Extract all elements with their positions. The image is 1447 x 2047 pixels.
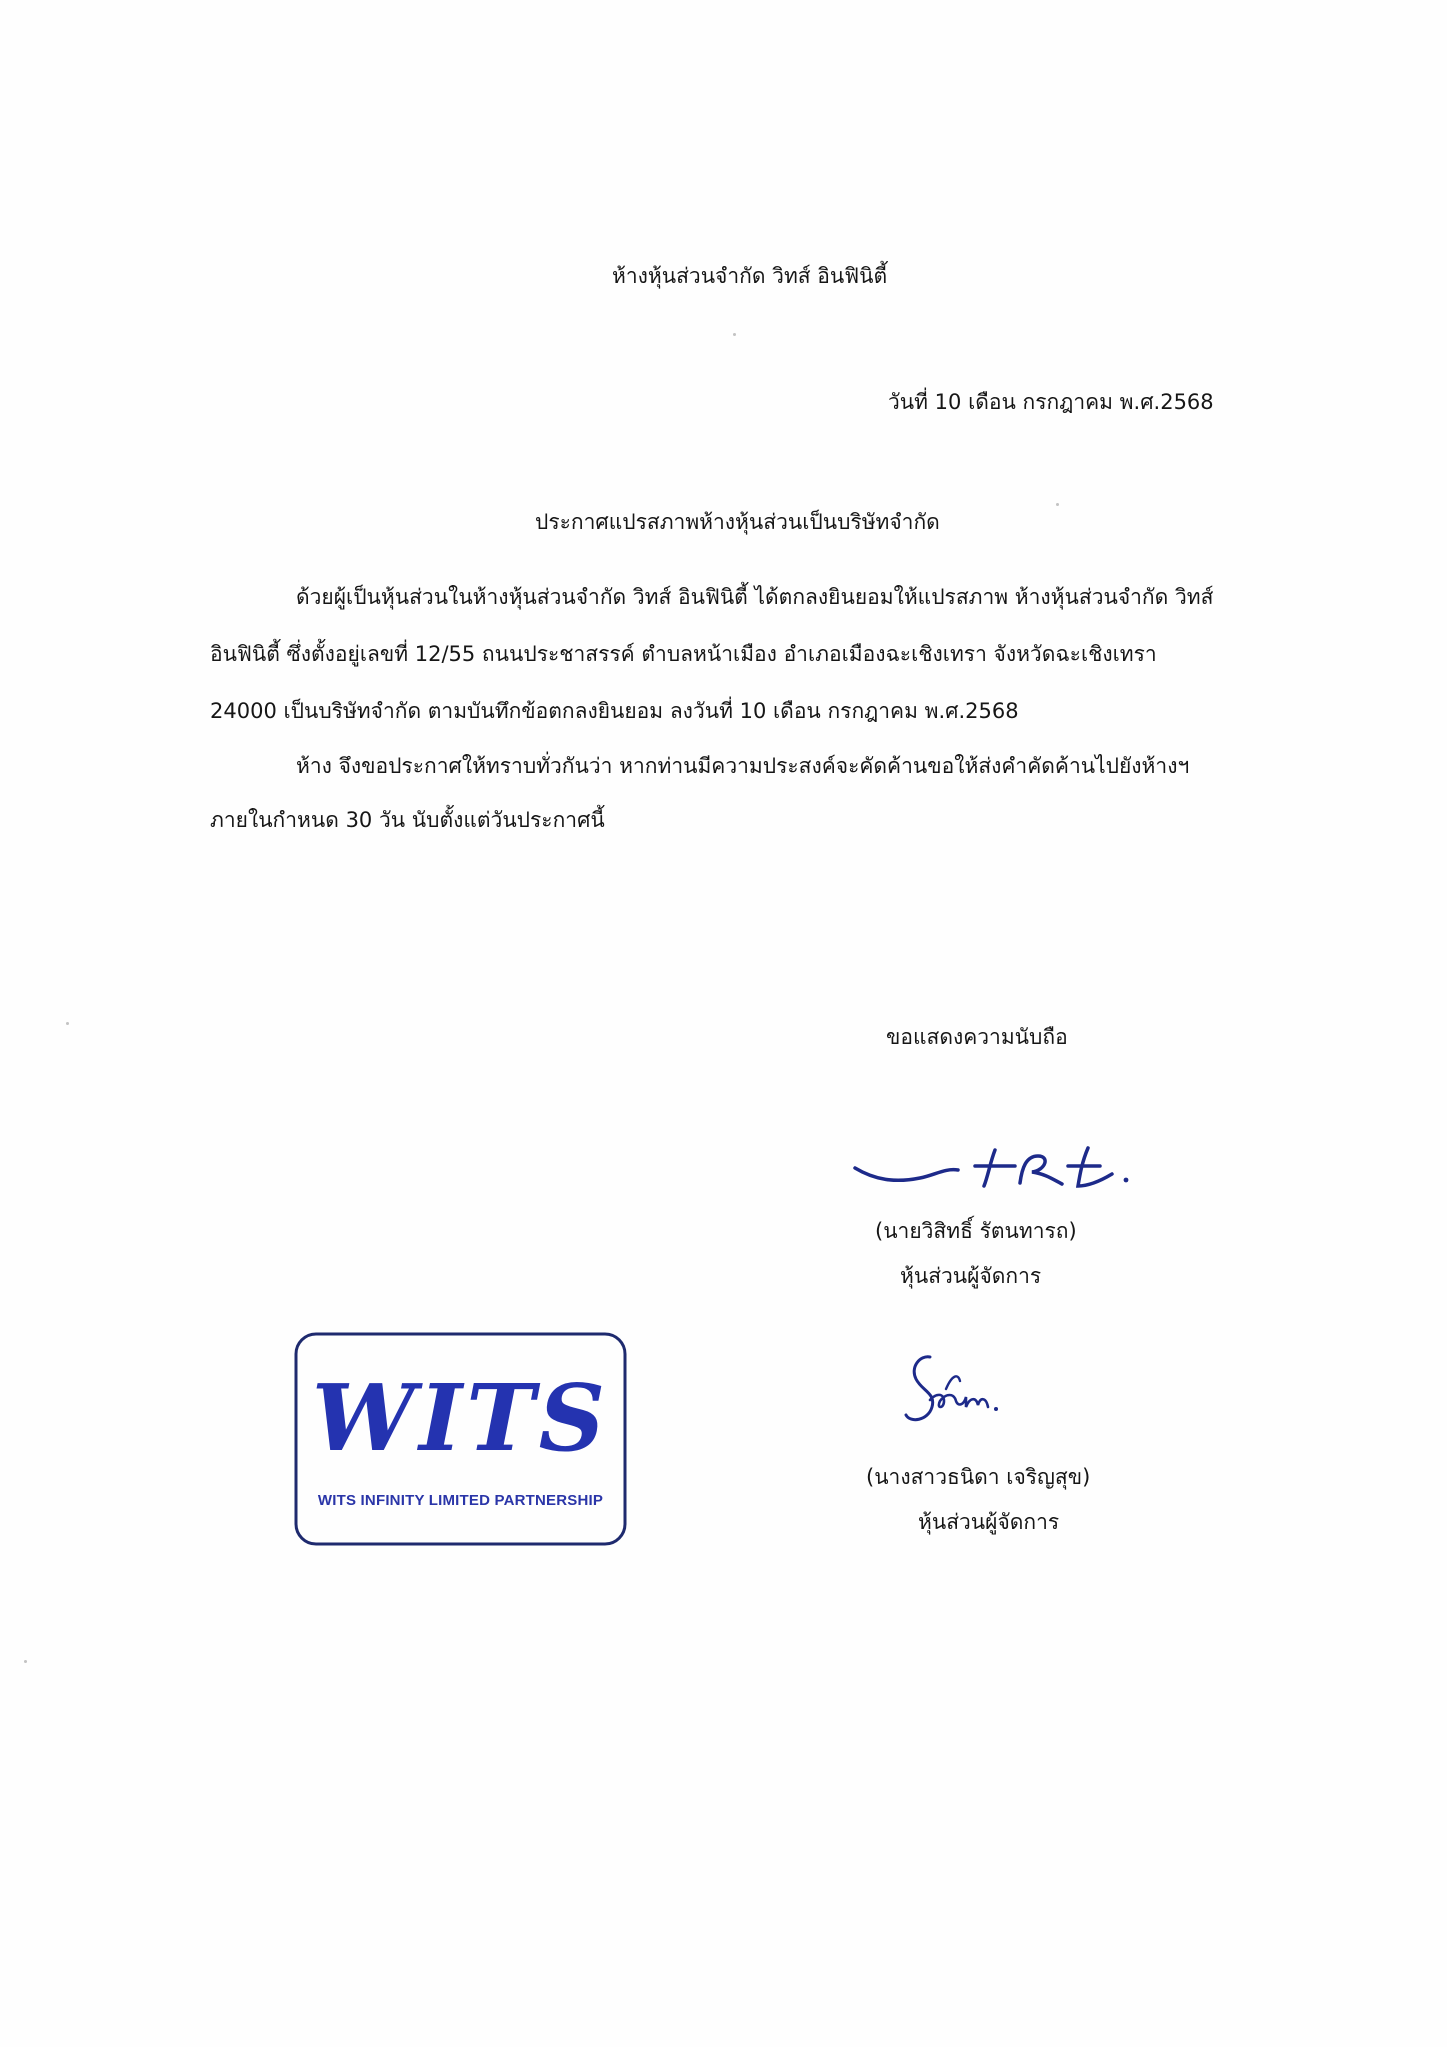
scan-speck (24, 1660, 27, 1663)
signature-1 (850, 1128, 1160, 1198)
body-line: ภายในกำหนด 30 วัน นับตั้งแต่วันประกาศนี้ (210, 808, 605, 832)
signatory-1-title: หุ้นส่วนผู้จัดการ (900, 1264, 1042, 1288)
scan-speck (66, 1022, 69, 1025)
stamp-logo: WITS (311, 1364, 610, 1472)
date-line: วันที่ 10 เดือน กรกฎาคม พ.ศ.2568 (888, 390, 1214, 414)
signatory-2-title: หุ้นส่วนผู้จัดการ (918, 1510, 1060, 1534)
closing-phrase: ขอแสดงความนับถือ (886, 1025, 1068, 1049)
signature-2 (900, 1345, 1020, 1435)
body-line: ห้าง จึงขอประกาศให้ทราบทั่วกันว่า หากท่านมีความประสงค์จะคัดค้านขอให้ส่งคำคัดค้านไปยังห้างฯ (296, 754, 1190, 778)
signatory-2-name: (นางสาวธนิดา เจริญสุข) (866, 1465, 1091, 1489)
announcement-subject: ประกาศแปรสภาพห้างหุ้นส่วนเป็นบริษัทจำกัด (535, 510, 940, 534)
scan-speck (1056, 503, 1059, 506)
body-line: 24000 เป็นบริษัทจำกัด ตามบันทึกข้อตกลงยินยอม ลงวันที่ 10 เดือน กรกฎาคม พ.ศ.2568 (210, 699, 1019, 723)
scan-speck (733, 333, 736, 336)
signatory-1-name: (นายวิสิทธิ์ รัตนทารถ) (875, 1219, 1077, 1243)
company-title: ห้างหุ้นส่วนจำกัด วิทส์ อินฟินิตี้ (612, 264, 888, 288)
body-line: ด้วยผู้เป็นหุ้นส่วนในห้างหุ้นส่วนจำกัด วิทส์ อินฟินิตี้ ได้ตกลงยินยอมให้แปรสภาพ ห้างหุ้นส่วนจำกัด วิทส์ (296, 585, 1214, 609)
stamp-label: WITS INFINITY LIMITED PARTNERSHIP (317, 1492, 604, 1509)
body-line: อินฟินิตี้ ซึ่งตั้งอยู่เลขที่ 12/55 ถนนประชาสรรค์ ตำบลหน้าเมือง อำเภอเมืองฉะเชิงเทรา จังหวัดฉะเชิงเทรา (210, 642, 1157, 666)
company-stamp (292, 1330, 629, 1548)
